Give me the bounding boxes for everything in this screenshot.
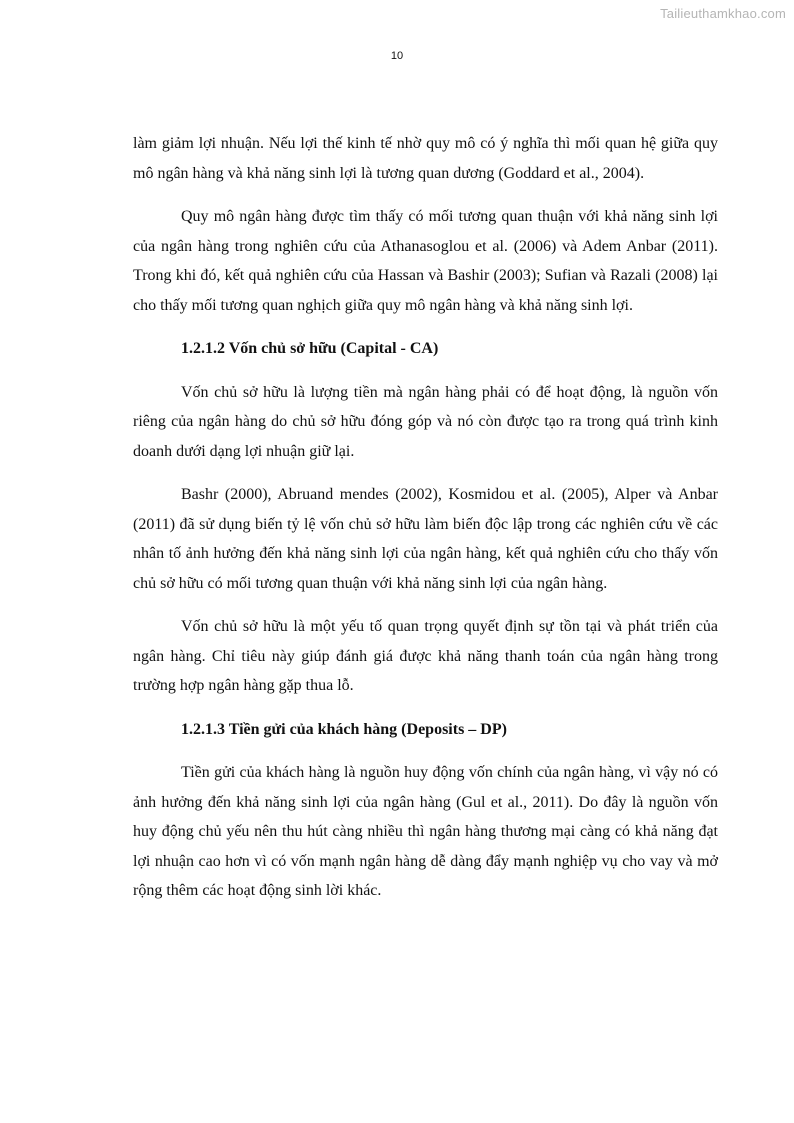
paragraph-deposits-description: Tiền gửi của khách hàng là nguồn huy động vốn chính của ngân hàng, vì vậy nó có ảnh hưởng đến khả năng sinh lợi của ngân hàng (Gul et al., 2011). Do đây là nguồn vốn huy động chủ yếu nên thu hút càng nhiều thì ngân hàng thương mại càng có khả năng đạt lợi nhuận cao hơn vì có vốn mạnh ngân hàng dễ dàng đẩy mạnh nghiệp vụ cho vay và mở rộng thêm các hoạt động sinh lời khác. (133, 764, 718, 899)
paragraph-capital-studies: Bashr (2000), Abruand mendes (2002), Kosmidou et al. (2005), Alper và Anbar (2011) đã sử dụng biến tỷ lệ vốn chủ sở hữu làm biến độc lập trong các nghiên cứu về các nhân tố ảnh hưởng đến khả năng sinh lợi của ngân hàng, kết quả nghiên cứu cho thấy vốn chủ sở hữu có mối tương quan thuận với khả năng sinh lợi của ngân hàng. (133, 486, 718, 592)
paragraph-bank-size-findings: Quy mô ngân hàng được tìm thấy có mối tương quan thuận với khả năng sinh lợi của ngân hàng trong nghiên cứu của Athanasoglou et al. (2006) và Adem Anbar (2011). Trong khi đó, kết quả nghiên cứu của Hassan và Bashir (2003); Sufian và Razali (2008) lại cho thấy mối tương quan nghịch giữa quy mô ngân hàng và khả năng sinh lợi. (133, 208, 718, 314)
page-number: 10 (390, 50, 404, 62)
watermark-text: Tailieuthamkhao.com (660, 6, 786, 21)
paragraph-scale-effect-continued: làm giảm lợi nhuận. Nếu lợi thế kinh tế nhờ quy mô có ý nghĩa thì mối quan hệ giữa quy mô ngân hàng và khả năng sinh lợi là tương quan dương (Goddard et al., 2004). (133, 135, 718, 182)
section-heading-capital: 1.2.1.2 Vốn chủ sở hữu (Capital - CA) (181, 340, 439, 357)
section-heading-deposits: 1.2.1.3 Tiền gửi của khách hàng (Deposits – DP) (181, 720, 507, 738)
paragraph-capital-importance: Vốn chủ sở hữu là một yếu tố quan trọng quyết định sự tồn tại và phát triển của ngân hàng. Chỉ tiêu này giúp đánh giá được khả năng thanh toán của ngân hàng trong trường hợp ngân hàng gặp thua lỗ. (133, 618, 718, 694)
paragraph-capital-definition: Vốn chủ sở hữu là lượng tiền mà ngân hàng phải có để hoạt động, là nguồn vốn riêng của ngân hàng do chủ sở hữu đóng góp và nó còn được tạo ra trong quá trình kinh doanh dưới dạng lợi nhuận giữ lại. (133, 383, 718, 460)
document-body (133, 129, 718, 920)
